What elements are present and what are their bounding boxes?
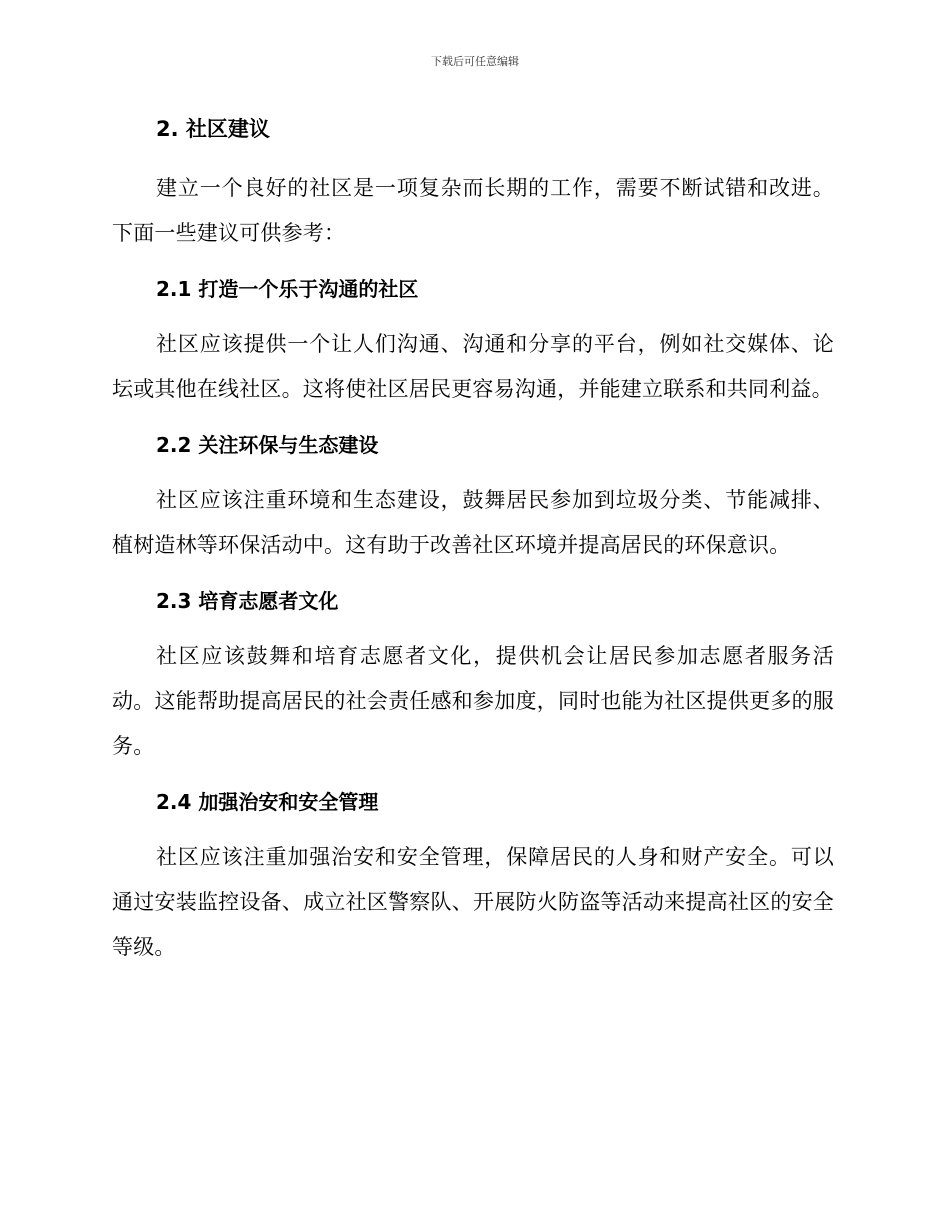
subsection-volunteer-culture [112, 580, 834, 769]
subsection-paragraph: 社区应该注重加强治安和安全管理，保障居民的人身和财产安全。可以通过安装监控设备、成立社区警察队、开展防火防盗等活动来提高社区的安全等级。 [112, 845, 834, 959]
subsection-community-communication [112, 268, 834, 412]
subsection-paragraph: 社区应该提供一个让人们沟通、沟通和分享的平台，例如社交媒体、论坛或其他在线社区。这将使社区居民更容易沟通，并能建立联系和共同利益。 [112, 332, 834, 401]
subsection-security-management [112, 781, 834, 970]
subsection-environmental-protection [112, 424, 834, 568]
section-intro-paragraph: 建立一个良好的社区是一项复杂而长期的工作，需要不断试错和改进。下面一些建议可供参考： [112, 176, 834, 245]
subsection-paragraph: 社区应该注重环境和生态建设，鼓舞居民参加到垃圾分类、节能减排、植树造林等环保活动中。这有助于改善社区环境并提高居民的环保意识。 [112, 488, 834, 557]
page-header: 下载后可任意编辑 [431, 55, 519, 68]
subsection-heading: 2.2 关注环保与生态建设 [156, 433, 379, 457]
subsection-heading: 2.4 加强治安和安全管理 [156, 790, 379, 814]
section-heading: 2. 社区建议 [156, 117, 270, 141]
document-body [112, 108, 834, 982]
subsection-heading: 2.1 打造一个乐于沟通的社区 [156, 277, 419, 301]
subsection-heading: 2.3 培育志愿者文化 [156, 589, 339, 613]
subsection-paragraph: 社区应该鼓舞和培育志愿者文化，提供机会让居民参加志愿者服务活动。这能帮助提高居民的社会责任感和参加度，同时也能为社区提供更多的服务。 [112, 644, 834, 758]
